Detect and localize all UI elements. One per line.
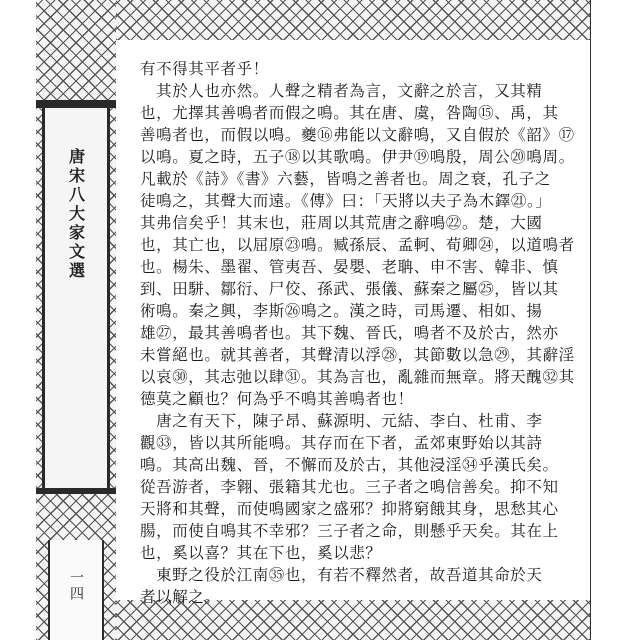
text-line: 也，奚以喜？其在下也，奚以悲？ xyxy=(140,544,382,562)
book-title: 唐宋八大家文選 xyxy=(66,148,86,281)
footer-divider xyxy=(36,488,116,494)
header-divider xyxy=(36,100,116,108)
running-title-block xyxy=(42,108,110,488)
text-line: 天將和其聲，而使鳴國家之盛邪？抑將窮餓其身，思愁其心 xyxy=(140,500,559,518)
text-line: 以哀㉚，其志弛以肆㉛。其為言也，亂雜而無章。將天醜㉜其 xyxy=(140,368,575,386)
text-line: 其於人也亦然。人聲之精者為言，文辭之於言，又其精 xyxy=(140,82,543,100)
text-line: 善鳴者也，而假以鳴。夔⑯弗能以文辭鳴，又自假於《韶》⑰ xyxy=(140,126,575,144)
text-line: 術鳴。秦之興，李斯㉖鳴之。漢之時，司馬遷、相如、揚 xyxy=(140,302,543,320)
text-line: 也，其亡也，以屈原㉓鳴。臧孫辰、孟軻、荀卿㉔，以道鳴者 xyxy=(140,236,575,254)
text-line: 鳴。其高出魏、晉，不懈而及於古，其他浸淫㉞乎漢氏矣。 xyxy=(140,456,559,474)
text-line: 到、田駢、鄒衍、尸佼、孫武、張儀、蘇秦之屬㉕，皆以其 xyxy=(140,280,559,298)
right-border xyxy=(590,0,605,640)
left-decorative-band xyxy=(36,0,116,640)
text-line: 雄㉗，最其善鳴者也。其下魏、晉氏，鳴者不及於古，然亦 xyxy=(140,324,559,342)
text-line: 觀㉝，皆以其所能鳴。其存而在下者，孟郊東野始以其詩 xyxy=(140,434,543,452)
text-line: 也。楊朱、墨翟、管夷吾、晏嬰、老聃、申不害、韓非、慎 xyxy=(140,258,559,276)
text-line: 德莫之顧也？何為乎不鳴其善鳴者也！ xyxy=(140,390,414,408)
text-line: 者以解之。 xyxy=(140,588,221,606)
text-line: 凡載於《詩》《書》六藝，皆鳴之善者也。周之衰，孔子之 xyxy=(140,170,551,188)
text-line: 未嘗絕也。就其善者，其聲清以浮㉘，其節數以急㉙，其辭淫 xyxy=(140,346,575,364)
body-text xyxy=(140,58,580,608)
text-line: 也，尤擇其善鳴者而假之鳴。其在唐、虞，咎陶⑮、禹，其 xyxy=(140,104,559,122)
text-line: 以鳴。夏之時，五子⑱以其歌鳴。伊尹⑲鳴殷，周公⑳鳴周。 xyxy=(140,148,575,166)
text-line: 從吾游者，李翱、張籍其尤也。三子者之鳴信善矣。抑不知 xyxy=(140,478,559,496)
text-line: 其弗信矣乎！其末也，莊周以其荒唐之辭鳴㉒。楚，大國 xyxy=(140,214,543,232)
text-line: 唐之有天下，陳子昂、蘇源明、元結、李白、杜甫、李 xyxy=(140,412,543,430)
text-line: 腸，而使自鳴其不幸邪？三子者之命，則懸乎天矣。其在上 xyxy=(140,522,559,540)
page-number: 一四 xyxy=(68,570,84,602)
page-number-block xyxy=(48,540,104,640)
text-line: 有不得其平者乎！ xyxy=(140,60,269,78)
top-decorative-band xyxy=(116,0,590,40)
text-line: 東野之役於江南㉟也，有若不釋然者，故吾道其命於天 xyxy=(140,566,543,584)
text-line: 徒鳴之，其聲大而遠。《傳》曰：「天將以夫子為木鐸㉑。」 xyxy=(140,192,552,210)
